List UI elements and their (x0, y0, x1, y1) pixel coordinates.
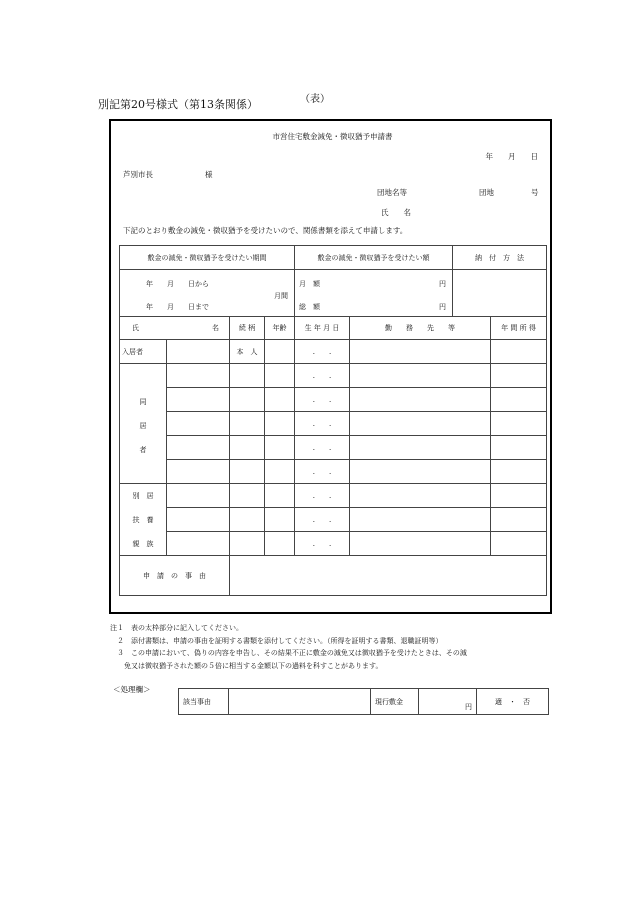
relation-cell[interactable] (230, 412, 265, 436)
monthly-yen: 円 (439, 280, 446, 288)
amount-header: 敷金の減免・徴収猶予を受けたい額 (295, 246, 453, 270)
reason-cell[interactable] (230, 556, 547, 596)
birth-date-cell[interactable]: . . (295, 412, 350, 436)
age-cell[interactable] (265, 364, 295, 388)
statement: 下記のとおり敷金の減免・徴収猶予を受けたいので、関係書類を添えて申請します。 (123, 226, 408, 235)
birth-date-cell[interactable]: . . (295, 364, 350, 388)
birth-date-cell[interactable]: . . (295, 484, 350, 508)
relation-cell[interactable] (230, 388, 265, 412)
workplace-cell[interactable] (350, 388, 491, 412)
note-1: 注１ 表の太枠部分に記入してください。 (110, 624, 243, 632)
total-amount-label: 総 額 (299, 303, 320, 311)
processing-table (178, 688, 549, 715)
name-cell[interactable] (167, 436, 230, 460)
income-cell[interactable] (491, 532, 547, 556)
period-from: 年 月 日から (146, 280, 209, 288)
address-label: 団地名等 (377, 188, 407, 197)
resident-label: 入居者 (120, 340, 167, 364)
income-cell[interactable] (491, 388, 547, 412)
cohabitant-label: 同 居 者 (120, 364, 167, 484)
age-cell[interactable] (265, 484, 295, 508)
income-cell[interactable] (491, 340, 547, 364)
name-cell[interactable] (167, 460, 230, 484)
workplace-cell[interactable] (350, 436, 491, 460)
period-to: 年 月 日まで (146, 303, 209, 311)
income-cell[interactable] (491, 508, 547, 532)
workplace-cell[interactable] (350, 484, 491, 508)
months-label: 月間 (274, 292, 288, 300)
relation-column-header: 続 柄 (230, 317, 265, 340)
relation-cell[interactable] (230, 532, 265, 556)
name-cell[interactable] (167, 532, 230, 556)
birth-date-cell[interactable]: . . (295, 340, 350, 364)
age-cell[interactable] (265, 412, 295, 436)
payment-cell[interactable] (453, 270, 547, 317)
income-cell[interactable] (491, 484, 547, 508)
age-column-header: 年齢 (265, 317, 295, 340)
workplace-column-header: 勤 務 先 等 (350, 317, 491, 340)
verdict-cell[interactable]: 適 ・ 否 (477, 689, 549, 715)
number-label: 号 (531, 188, 539, 197)
birth-date-cell[interactable]: . . (295, 388, 350, 412)
income-cell[interactable] (491, 412, 547, 436)
date-label: 年 月 日 (485, 152, 538, 161)
income-column-header: 年 間 所 得 (491, 317, 547, 340)
relation-cell[interactable] (230, 484, 265, 508)
income-cell[interactable] (491, 364, 547, 388)
birth-column-header: 生 年 月 日 (295, 317, 350, 340)
name-cell[interactable] (167, 364, 230, 388)
notes (110, 622, 467, 672)
name-cell[interactable] (167, 388, 230, 412)
total-yen: 円 (439, 303, 446, 311)
form-title: 市営住宅敷金減免・徴収猶予申請書 (272, 132, 393, 141)
payment-header: 納 付 方 法 (453, 246, 547, 270)
separate-dependent-label: 別 居 扶 養 親 族 (120, 484, 167, 556)
resident-name-cell[interactable] (167, 340, 230, 364)
birth-date-cell[interactable]: . . (295, 532, 350, 556)
workplace-cell[interactable] (350, 460, 491, 484)
note-3: ３ この申請において、偽りの内容を申告し、その結果不正に敷金の減免又は徴収猶予を受けたときは、その減 (110, 649, 467, 657)
relation-cell[interactable] (230, 508, 265, 532)
note-3-cont: 免又は徴収猶予された額の５倍に相当する金額以下の過料を科すことがあります。 (110, 661, 383, 670)
reason-label: 申 請 の 事 由 (120, 556, 230, 596)
period-cell[interactable] (120, 270, 295, 317)
applicable-reason-cell[interactable] (229, 689, 371, 715)
period-header: 敷金の減免・徴収猶予を受けたい期間 (120, 246, 295, 270)
birth-date-cell[interactable]: . . (295, 460, 350, 484)
application-table (119, 245, 547, 596)
applicable-reason-label: 該当事由 (179, 689, 229, 715)
name-cell[interactable] (167, 412, 230, 436)
age-cell[interactable] (265, 508, 295, 532)
age-cell[interactable] (265, 340, 295, 364)
workplace-cell[interactable] (350, 364, 491, 388)
side-label: （表） (300, 94, 330, 105)
application-frame (109, 119, 552, 614)
birth-date-cell[interactable]: . . (295, 508, 350, 532)
workplace-cell[interactable] (350, 340, 491, 364)
current-deposit-label: 現行敷金 (371, 689, 419, 715)
age-cell[interactable] (265, 388, 295, 412)
income-cell[interactable] (491, 436, 547, 460)
note-2: ２ 添付書類は、申請の事由を証明する書類を添付してください。（所得を証明する書類、退職証明等） (110, 636, 443, 645)
relation-cell[interactable] (230, 364, 265, 388)
name-cell[interactable] (167, 508, 230, 532)
age-cell[interactable] (265, 460, 295, 484)
monthly-amount-label: 月 額 (299, 280, 320, 288)
form-number: 別記第20号様式（第13条関係） (98, 98, 258, 111)
current-deposit-cell[interactable] (419, 689, 477, 715)
workplace-cell[interactable] (350, 412, 491, 436)
honorific: 様 (205, 170, 213, 179)
name-cell[interactable] (167, 484, 230, 508)
workplace-cell[interactable] (350, 508, 491, 532)
age-cell[interactable] (265, 436, 295, 460)
applicant-name-label: 氏 名 (381, 208, 411, 217)
birth-date-cell[interactable]: . . (295, 436, 350, 460)
age-cell[interactable] (265, 532, 295, 556)
danchi-label: 団地 (479, 188, 494, 197)
workplace-cell[interactable] (350, 532, 491, 556)
name-column-header: 氏 名 (120, 317, 230, 340)
income-cell[interactable] (491, 460, 547, 484)
processing-label: ＜処理欄＞ (113, 685, 151, 694)
relation-cell[interactable] (230, 436, 265, 460)
amount-cell[interactable] (295, 270, 453, 317)
principal-label: 本 人 (230, 340, 265, 364)
relation-cell[interactable] (230, 460, 265, 484)
deposit-yen: 円 (465, 703, 472, 711)
addressee: 芦別市長 (123, 170, 153, 179)
